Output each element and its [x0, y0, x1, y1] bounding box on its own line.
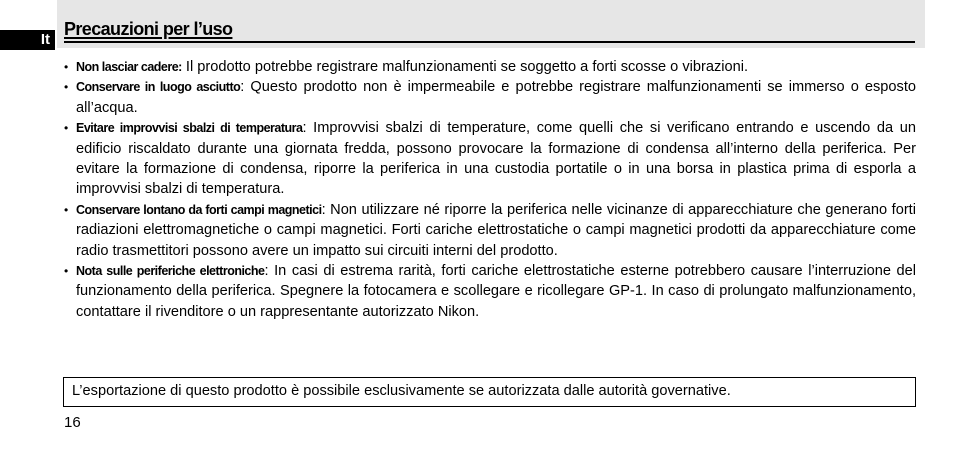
item-term: Conservare lontano da forti campi magnetici	[76, 202, 322, 217]
export-notice: L’esportazione di questo prodotto è possibile esclusivamente se autorizzata dalle autorità governative.	[63, 377, 916, 407]
item-text: Il prodotto potrebbe registrare malfunzionamenti se soggetto a forti scosse o vibrazioni.	[181, 59, 749, 75]
list-item	[64, 77, 916, 118]
language-tab: It	[0, 30, 55, 50]
item-text: : In casi di estrema rarità, forti cariche elettrostatiche esterne potrebbero causare l’interruzione del funzionamento della periferica. Spegnere la fotocamera e scollegare e ricollegare GP-1. In caso di prolungato malfunzionamento, contattare il rivenditore o un rappresentante autorizzato Nikon.	[76, 263, 916, 320]
precautions-list	[64, 57, 916, 322]
item-text: : Improvvisi sbalzi di temperature, come quelli che si verificano entrando e uscendo da un edificio riscaldato durante una giornata fredda, possono provocare la formazione di condensa all’interno della periferica. Per evitare la formazione di condensa, riporre la periferica in una custodia portatile o in una borsa in plastica prima di esporla a improvvisi sbalzi di temperatura.	[76, 120, 916, 198]
item-term: Nota sulle periferiche elettroniche	[76, 264, 265, 279]
item-term: Evitare improvvisi sbalzi di temperatura	[76, 121, 303, 136]
title-rule	[64, 41, 915, 43]
item-text: : Questo prodotto non è impermeabile e potrebbe registrare malfunzionamenti se immerso o esposto all’acqua.	[76, 79, 916, 116]
item-term: Non lasciar cadere:	[76, 60, 182, 74]
list-item	[64, 200, 916, 261]
list-item	[64, 57, 916, 77]
page-title: Precauzioni per l’uso	[64, 19, 233, 39]
list-item	[64, 118, 916, 200]
item-term: Conservare in luogo asciutto	[76, 80, 241, 95]
page-number: 16	[64, 414, 81, 431]
item-text: : Non utilizzare né riporre la periferica nelle vicinanze di apparecchiature che generano forti radiazioni elettromagnetiche o campi magnetici. Forti cariche elettrostatiche o campi magnetici prodotti da apparecchiature come radio trasmettitori possono avere un impatto sui circuiti interni del prodotto.	[76, 201, 916, 259]
list-item	[64, 261, 916, 322]
